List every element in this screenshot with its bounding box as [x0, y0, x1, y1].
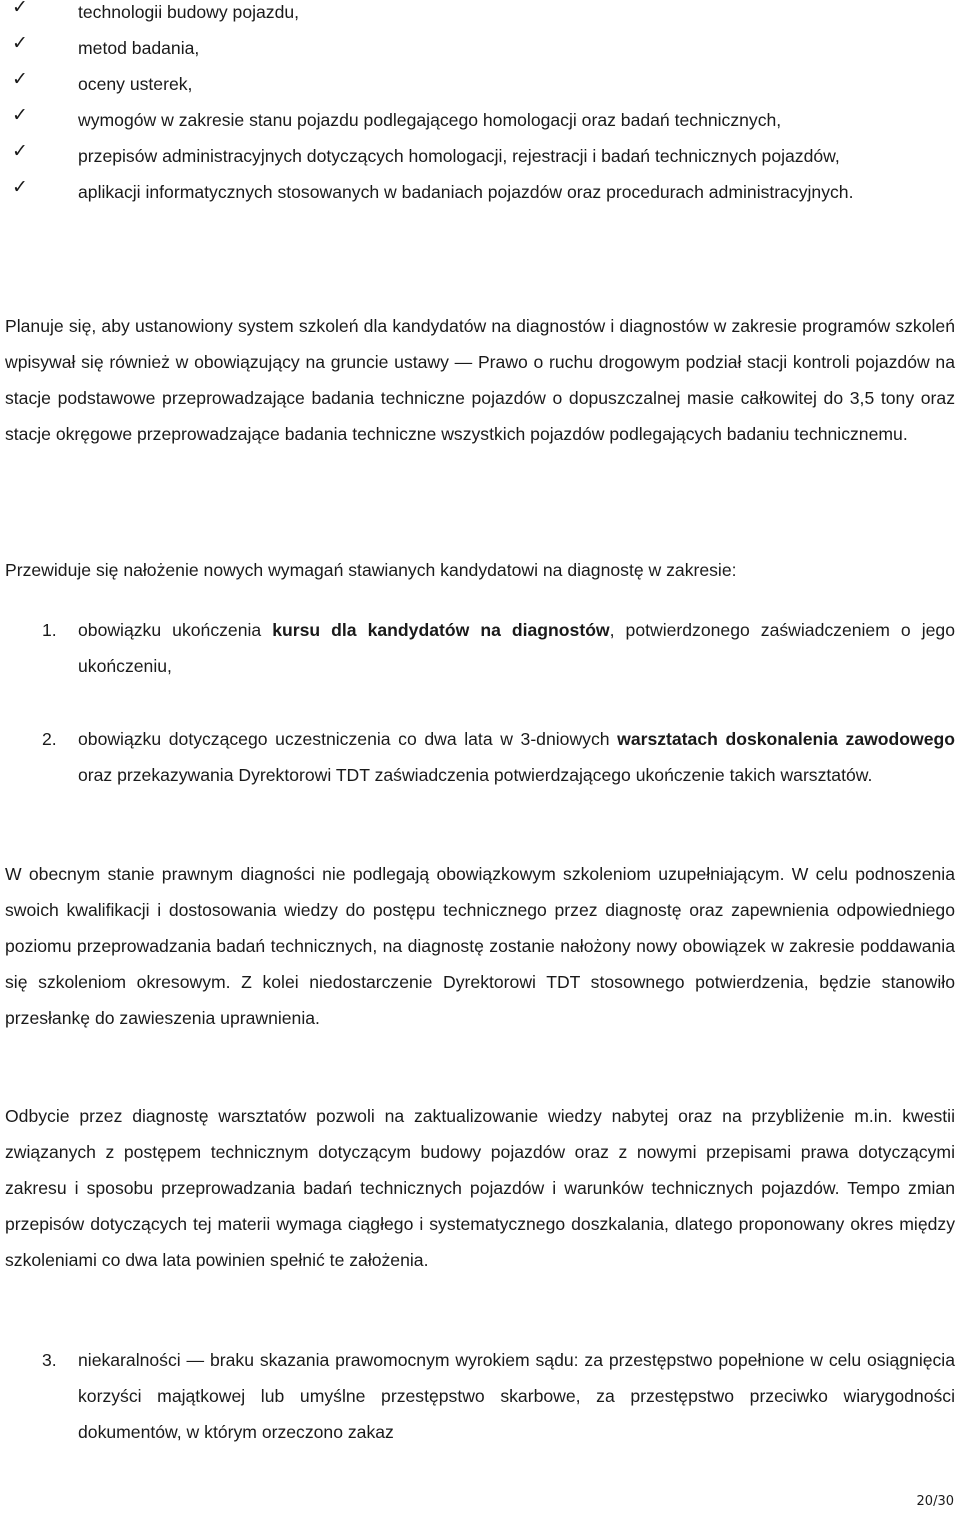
- numbered-item-3: 3. niekaralności — braku skazania prawomocnym wyrokiem sądu: za przestępstwo popełnione w celu osiągnięcia korzyści majątkowej lub umyślne przestępstwo skarbowe, za przestępstwo przeciwko wiarygodności dokumentów, w którym orzeczono zakaz: [5, 1342, 955, 1450]
- numbered-item-1: 1. obowiązku ukończenia kursu dla kandydatów na diagnostów, potwierdzonego zaświadczeniem o jego ukończeniu,: [5, 612, 955, 684]
- checklist-item: ✓ metod badania,: [12, 32, 200, 58]
- item-number: 3.: [42, 1350, 57, 1370]
- checkmark-icon: ✓: [12, 140, 28, 162]
- paragraph-stations: Planuje się, aby ustanowiony system szkoleń dla kandydatów na diagnostów i diagnostów w zakresie programów szkoleń wpisywał się również w obowiązujący na gruncie ustawy — Prawo o ruchu drogowym podział stacji kontroli pojazdów na stacje podstawowe przeprowadzające badania techniczne pojazdów o dopuszczalnej masie całkowitej do 3,5 tony oraz stacje okręgowe przeprowadzające badania techniczne wszystkich pojazdów podlegających badaniu technicznemu.: [5, 316, 955, 444]
- requirements-checklist: [5, 0, 955, 210]
- numbered-item-2: 2. obowiązku dotyczącego uczestniczenia co dwa lata w 3-dniowych warsztatach doskonalenia zawodowego oraz przekazywania Dyrektorowi TDT zaświadczenia potwierdzającego ukończenie takich warsztatów.: [5, 721, 955, 793]
- checklist-item: ✓ wymogów w zakresie stanu pojazdu podlegającego homologacji oraz badań technicznych,: [12, 104, 782, 130]
- checklist-item: ✓ przepisów administracyjnych dotyczących homologacji, rejestracji i badań technicznych pojazdów,: [12, 140, 840, 166]
- page-number: 20/30: [916, 1494, 954, 1509]
- paragraph-workshops: Odbycie przez diagnostę warsztatów pozwoli na zaktualizowanie wiedzy nabytej oraz na przybliżenie m.in. kwestii związanych z postępem technicznym dotyczącym budowy pojazdów oraz z nowymi przepisami prawa dotyczącymi zakresu i sposobu przeprowadzania badań technicznych pojazdów i warunków technicznych pojazdów. Tempo zmian przepisów dotyczących tej materii wymaga ciągłego i systematycznego doszkalania, dlatego proponowany okres między szkoleniami co dwa lata powinien spełnić te założenia.: [5, 1106, 955, 1270]
- checkmark-icon: ✓: [12, 32, 28, 54]
- checklist-item: ✓ technologii budowy pojazdu,: [5, 0, 955, 30]
- checkmark-icon: ✓: [12, 104, 28, 126]
- paragraph-requirements-intro: Przewiduje się nałożenie nowych wymagań stawianych kandydatowi na diagnostę w zakresie:: [5, 560, 737, 580]
- checklist-item: ✓ oceny usterek,: [12, 68, 193, 94]
- bold-phrase: kursu dla kandydatów na diagnostów: [272, 620, 610, 640]
- paragraph-training: W obecnym stanie prawnym diagności nie podlegają obowiązkowym szkoleniom uzupełniającym. W celu podnoszenia swoich kwalifikacji i dostosowania wiedzy do postępu technicznego przez diagnostę oraz zapewnienia odpowiedniego poziomu przeprowadzania badań technicznych, na diagnostę zostanie nałożony nowy obowiązek w zakresie poddawania się szkoleniom okresowym. Z kolei niedostarczenie Dyrektorowi TDT stosownego potwierdzenia, będzie stanowiło przesłankę do zawieszenia uprawnienia.: [5, 864, 955, 1028]
- item-number: 2.: [42, 729, 57, 749]
- item-number: 1.: [42, 620, 57, 640]
- checklist-item: ✓ aplikacji informatycznych stosowanych w badaniach pojazdów oraz procedurach administracyjnych.: [12, 176, 854, 202]
- checkmark-icon: ✓: [12, 176, 28, 198]
- checkmark-icon: ✓: [12, 68, 28, 90]
- checkmark-icon: ✓: [12, 0, 28, 18]
- bold-phrase: warsztatach doskonalenia zawodowego: [617, 729, 955, 749]
